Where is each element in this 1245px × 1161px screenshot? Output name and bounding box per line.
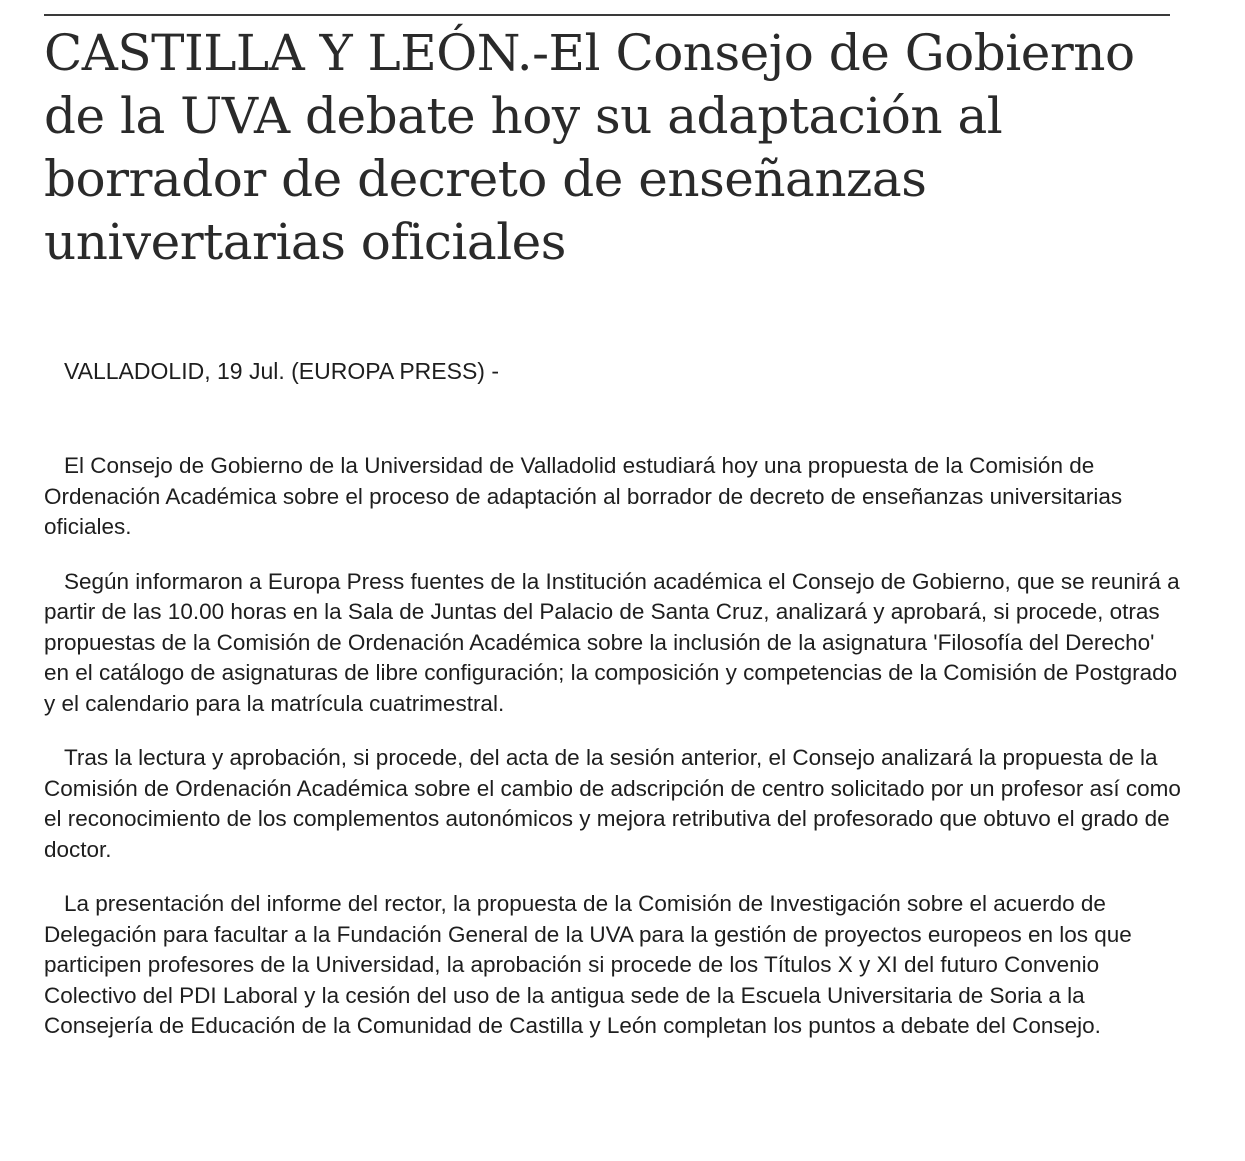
article-paragraph: Tras la lectura y aprobación, si procede, del acta de la sesión anterior, el Consejo analizará la propuesta de la Comisión de Ordenación Académica sobre el cambio de adscripción de centro solicitado por un profesor así como el reconocimiento de los complementos autonómicos y mejora retributiva del profesorado que obtuvo el grado de doctor. (44, 745, 1181, 862)
article-paragraph: Según informaron a Europa Press fuentes de la Institución académica el Consejo de Gobierno, que se reunirá a partir de las 10.00 horas en la Sala de Juntas del Palacio de Santa Cruz, analizará y aprobará, si procede, otras propuestas de la Comisión de Ordenación Académica sobre la inclusión de la asignatura 'Filosofía del Derecho' en el catálogo de asignaturas de libre configuración; la composición y competencias de la Comisión de Postgrado y el calendario para la matrícula cuatrimestral. (44, 568, 1180, 716)
top-divider (44, 14, 1170, 16)
article-paragraph: La presentación del informe del rector, la propuesta de la Comisión de Investigación sobre el acuerdo de Delegación para facultar a la Fundación General de la UVA para la gestión de proyectos europeos en los que participen profesores de la Universidad, la aprobación si procede de los Títulos X y XI del futuro Convenio Colectivo del PDI Laboral y la cesión del uso de la antigua sede de la Escuela Universitaria de Soria a la Consejería de Educación de la Comunidad de Castilla y León completan los puntos a debate del Consejo. (44, 891, 1132, 1038)
article-paragraph: El Consejo de Gobierno de la Universidad de Valladolid estudiará hoy una propuesta de la Comisión de Ordenación Académica sobre el proceso de adaptación al borrador de decreto de enseñanzas universitarias oficiales. (44, 453, 1123, 539)
article-headline: CASTILLA Y LEÓN.-El Consejo de Gobierno de la UVA debate hoy su adaptación al borrador de decreto de enseñanzas univertarias oficiales (44, 24, 1135, 271)
article-dateline: VALLADOLID, 19 Jul. (EUROPA PRESS) - (64, 358, 500, 384)
article-body (44, 451, 1184, 1066)
